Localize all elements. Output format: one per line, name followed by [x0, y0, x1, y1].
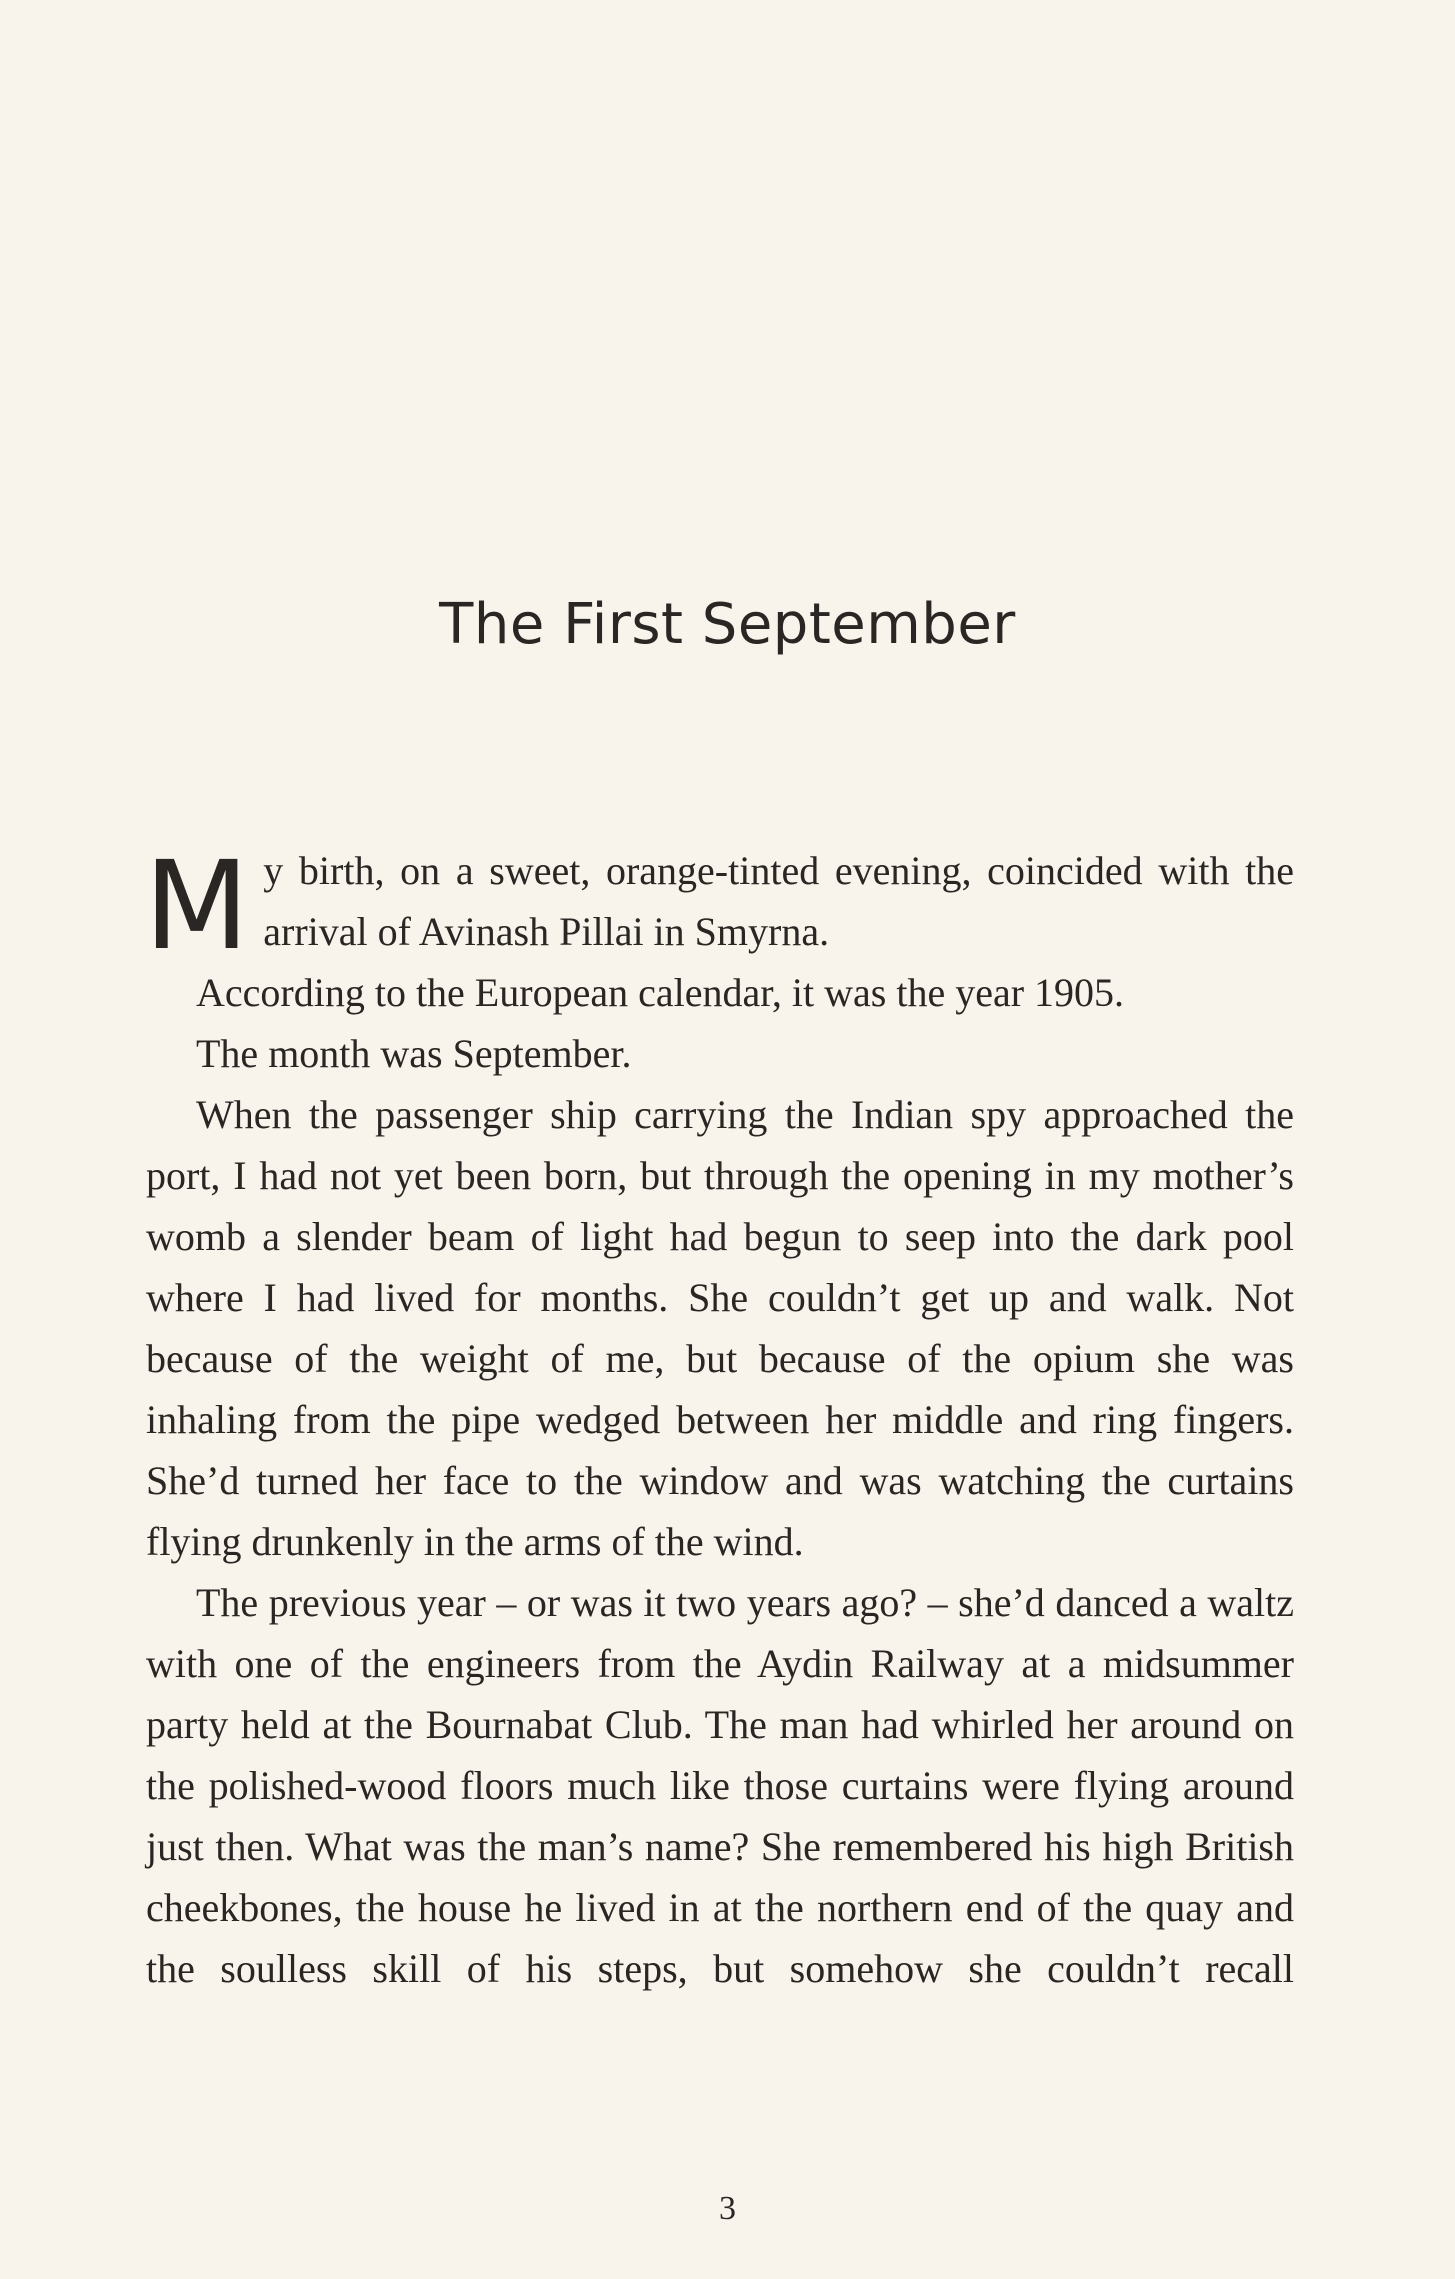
paragraph-5: The previous year – or was it two years ago? – she’d danced a waltz with one of the engineers from the Aydin Railway at a midsummer party held at the Bournabat Club. The man had whirled her around on the polished-wood floors much like those curtains were flying around just then. What was the man’s name? She remembered his high British cheekbones, the house he lived in at the northern end of the quay and the soulless skill of his steps, but somehow she couldn’t recall [146, 1580, 1294, 1991]
paragraph-3: The month was September. [196, 1031, 632, 1076]
paragraph-1 [144, 835, 1294, 977]
paragraph-2: According to the European calendar, it was the year 1905. [196, 970, 1125, 1015]
chapter-title: The First September [439, 592, 1016, 657]
chapter-body [144, 835, 1294, 1999]
paragraph-4: When the passenger ship carrying the Indian spy approached the port, I had not yet been born, but through the opening in my mother’s womb a slender beam of light had begun to seep into the dark pool where I had lived for months. She couldn’t get up and walk. Not because of the weight of me, but because of the opium she was inhaling from the pipe wedged between her middle and ring fingers. She’d turned her face to the window and was watching the curtains flying drunkenly in the arms of the wind. [146, 1092, 1294, 1564]
drop-cap: M [144, 835, 250, 977]
page-number: 3 [719, 2190, 736, 2227]
paragraph-1-text: y birth, on a sweet, orange-tinted evening, coincided with the arrival of Avinash Pillai in Smyrna. [263, 848, 1294, 954]
